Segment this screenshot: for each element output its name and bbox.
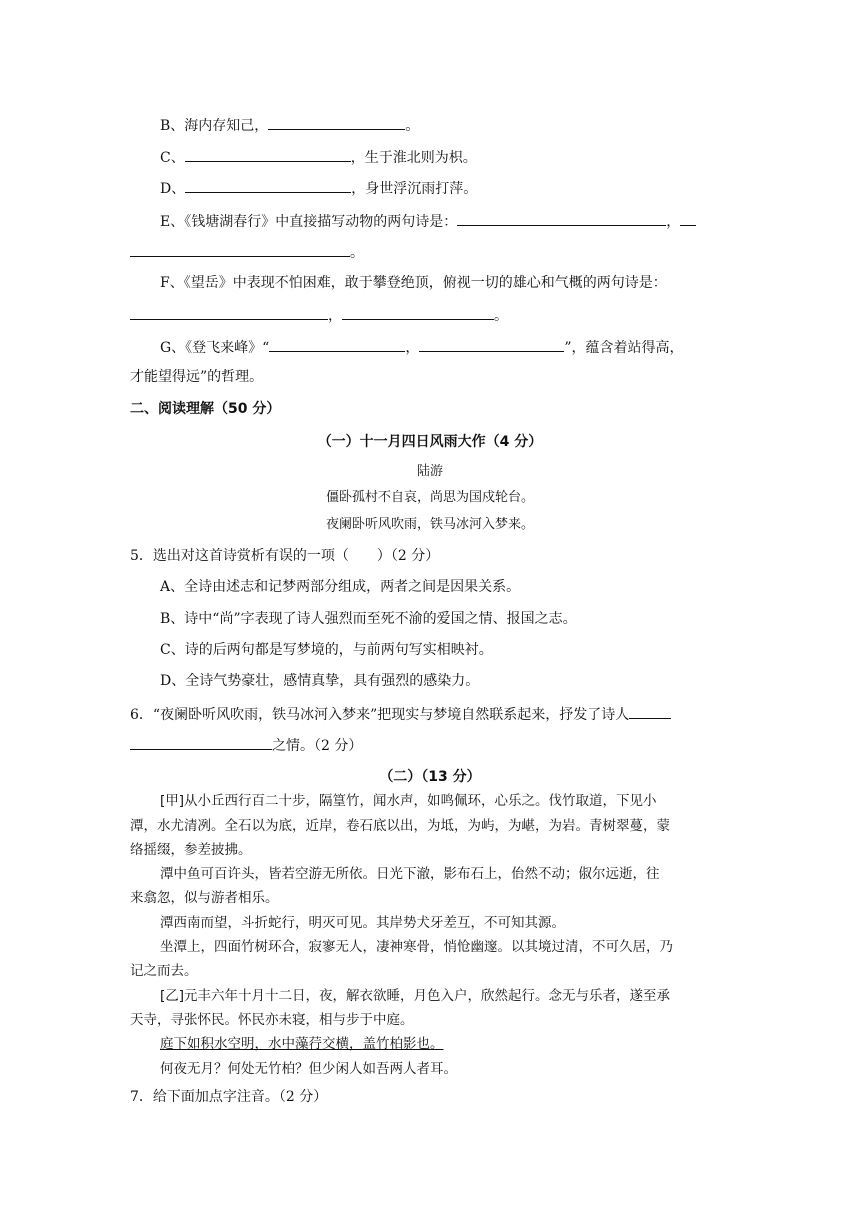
q6-blank-1[interactable] [629, 704, 671, 719]
poem-line-1: 僵卧孤村不自哀，尚思为国戍轮台。 [325, 490, 534, 505]
prose-p3-line-1: 潭西南而望，斗折蛇行，明灭可见。其岸势犬牙差互，不可知其源。 [160, 915, 565, 931]
q4-item-f: F、《望岳》中表现不怕困难，敢于攀登绝顶，俯视一切的雄心和气概的两句诗是： [160, 275, 667, 291]
prose-p5-line-2: 天寺，寻张怀民。怀民亦未寝，相与步于中庭。 [130, 1012, 414, 1028]
q5-option-d[interactable]: D、全诗气势豪壮，感情真挚，具有强烈的感染力。 [160, 673, 480, 689]
q4-g-blank-1[interactable] [269, 337, 405, 352]
prose-title: （二）（13 分） [379, 769, 481, 785]
prose-p1-line-1: [甲]从小丘西行百二十步，隔篁竹，闻水声，如鸣佩环，心乐之。伐竹取道，下见小 [160, 793, 657, 809]
q4-c-blank[interactable] [185, 147, 351, 162]
q4-f-blank-2[interactable] [342, 305, 494, 320]
prose-p4-line-1: 坐潭上，四面竹树环合，寂寥无人，凄神寒骨，悄怆幽邃。以其境过清，不可久居，乃 [160, 939, 673, 955]
q4-item-d: D、 ，身世浮沉雨打萍。 [160, 178, 477, 198]
q4-item-g: G、《登飞来峰》“ ， ”，蕴含着站得高， [160, 337, 684, 357]
q5-option-c[interactable]: C、诗的后两句都是写梦境的，与前两句写实相映衬。 [160, 642, 493, 658]
prose-p5-line-1: [乙]元丰六年十月十二日，夜，解衣欲睡，月色入户，欣然起行。念无与乐者，遂至承 [160, 988, 671, 1004]
section-heading: 二、阅读理解（50 分） [130, 401, 281, 417]
q4-e-blank-2a[interactable] [680, 211, 696, 226]
poem-line-2: 夜阑卧听风吹雨，铁马冰河入梦来。 [325, 517, 534, 532]
q6-stem: 6．“夜阑卧听风吹雨，铁马冰河入梦来”把现实与梦境自然联系起来，抒发了诗人 [130, 704, 671, 724]
q4-f-blank-1[interactable] [130, 305, 328, 320]
q4-item-e-line2: 。 [130, 242, 364, 262]
prose-p2-line-2: 来翕忽，似与游者相乐。 [130, 890, 279, 906]
q5-option-b[interactable]: B、诗中“尚”字表现了诗人强烈而至死不渝的爱国之情、报国之志。 [160, 611, 577, 627]
prose-p7-line-1: 何夜无月？何处无竹柏？但少闲人如吾两人者耳。 [160, 1061, 457, 1077]
prose-p6-underlined-sentence: 庭下如积水空明，水中藻荇交横，盖竹柏影也。 [160, 1036, 444, 1052]
q6-line-2: 之情。（2 分） [130, 735, 362, 755]
q4-b-blank[interactable] [268, 115, 405, 130]
q4-item-c: C、 ，生于淮北则为枳。 [160, 147, 477, 167]
q4-item-b: B、海内存知己， 。 [160, 115, 419, 135]
poem-author: 陆游 [416, 464, 443, 479]
prose-p1-line-3: 络摇缀，参差披拂。 [130, 842, 252, 858]
prose-p2-line-1: 潭中鱼可百许头，皆若空游无所依。日光下澈，影布石上，佁然不动；俶尔远逝，往 [160, 866, 660, 882]
q6-blank-2[interactable] [130, 735, 272, 750]
prose-p4-line-2: 记之而去。 [130, 963, 198, 979]
q4-e-blank-1[interactable] [457, 211, 666, 226]
q5-stem: 5．选出对这首诗赏析有误的一项（ ）（2 分） [130, 548, 440, 564]
q7-stem: 7．给下面加点字注音。（2 分） [130, 1089, 328, 1105]
q4-item-g-line2: 才能望得远”的哲理。 [130, 369, 264, 385]
q4-e-blank-2b[interactable] [130, 242, 350, 257]
q4-d-blank[interactable] [185, 178, 351, 193]
q4-b-prefix: B、海内存知己， [160, 118, 269, 134]
q5-option-a[interactable]: A、全诗由述志和记梦两部分组成，两者之间是因果关系。 [160, 579, 521, 595]
q4-item-e: E、《钱塘湖春行》中直接描写动物的两句诗是： ， [160, 211, 696, 231]
poem-title: （一）十一月四日风雨大作（4 分） [317, 434, 543, 450]
q4-item-f-line2: ， 。 [130, 305, 508, 325]
prose-p1-line-2: 潭，水尤清冽。全石以为底，近岸，卷石底以出，为坻，为屿，为嵁，为岩。青树翠蔓，蒙 [130, 818, 670, 834]
q4-g-blank-2[interactable] [419, 337, 564, 352]
